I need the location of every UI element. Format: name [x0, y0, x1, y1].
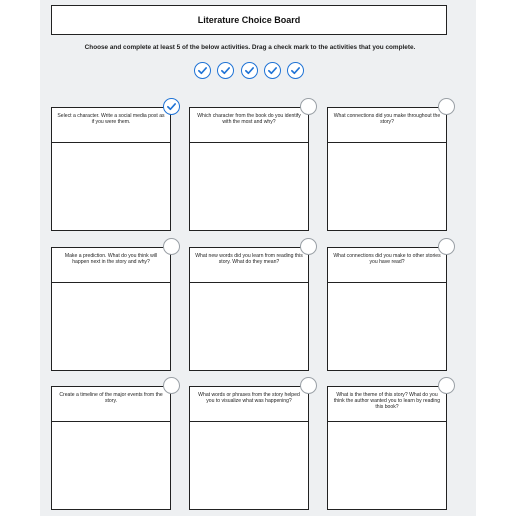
check-target-2[interactable] — [300, 98, 317, 115]
activity-cell-4[interactable] — [51, 247, 171, 371]
check-target-6[interactable] — [438, 238, 455, 255]
draggable-check-mark-1[interactable] — [194, 62, 211, 79]
activity-cell-6[interactable] — [327, 247, 447, 371]
activity-cell-3[interactable] — [327, 107, 447, 231]
activity-cell-2[interactable] — [189, 107, 309, 231]
check-icon — [166, 101, 177, 112]
activity-cell-8[interactable] — [189, 386, 309, 510]
activity-cell-1[interactable] — [51, 107, 171, 231]
activity-answer-area[interactable] — [328, 143, 446, 230]
activity-prompt: What connections did you make throughout the story? — [328, 108, 446, 143]
activity-answer-area[interactable] — [328, 422, 446, 509]
check-target-8[interactable] — [300, 377, 317, 394]
check-icon — [197, 65, 208, 76]
page-title: Literature Choice Board — [197, 15, 301, 25]
activity-prompt: Select a character. Write a social media post as if you were them. — [52, 108, 170, 143]
check-icon — [267, 65, 278, 76]
activity-prompt: Create a timeline of the major events from the story. — [52, 387, 170, 422]
activity-prompt: What words or phrases from the story helped you to visualize what was happening? — [190, 387, 308, 422]
check-target-1[interactable] — [163, 98, 180, 115]
activity-prompt: What connections did you make to other stories you have read? — [328, 248, 446, 283]
check-target-3[interactable] — [438, 98, 455, 115]
activity-prompt: Which character from the book do you identify with the most and why? — [190, 108, 308, 143]
activity-answer-area[interactable] — [328, 283, 446, 370]
check-icon — [244, 65, 255, 76]
instructions-text: Choose and complete at least 5 of the below activities. Drag a check mark to the activities that you complete. — [84, 44, 416, 51]
activity-answer-area[interactable] — [52, 143, 170, 230]
check-icon — [290, 65, 301, 76]
check-target-9[interactable] — [438, 377, 455, 394]
draggable-check-mark-5[interactable] — [287, 62, 304, 79]
activity-cell-5[interactable] — [189, 247, 309, 371]
draggable-check-mark-2[interactable] — [217, 62, 234, 79]
activity-prompt: Make a prediction. What do you think will happen next in the story and why? — [52, 248, 170, 283]
draggable-check-mark-4[interactable] — [264, 62, 281, 79]
activity-answer-area[interactable] — [52, 422, 170, 509]
draggable-check-mark-3[interactable] — [241, 62, 258, 79]
check-mark-bank — [194, 62, 304, 80]
activity-answer-area[interactable] — [190, 283, 308, 370]
check-icon — [220, 65, 231, 76]
activity-cell-7[interactable] — [51, 386, 171, 510]
activity-answer-area[interactable] — [190, 143, 308, 230]
activity-prompt: What is the theme of this story? What do you think the author wanted you to learn by reading this book? — [328, 387, 446, 422]
title-box — [51, 5, 447, 35]
activity-answer-area[interactable] — [52, 283, 170, 370]
check-target-7[interactable] — [163, 377, 180, 394]
check-target-4[interactable] — [163, 238, 180, 255]
activity-answer-area[interactable] — [190, 422, 308, 509]
check-target-5[interactable] — [300, 238, 317, 255]
activity-cell-9[interactable] — [327, 386, 447, 510]
activity-prompt: What new words did you learn from reading this story. What do they mean? — [190, 248, 308, 283]
